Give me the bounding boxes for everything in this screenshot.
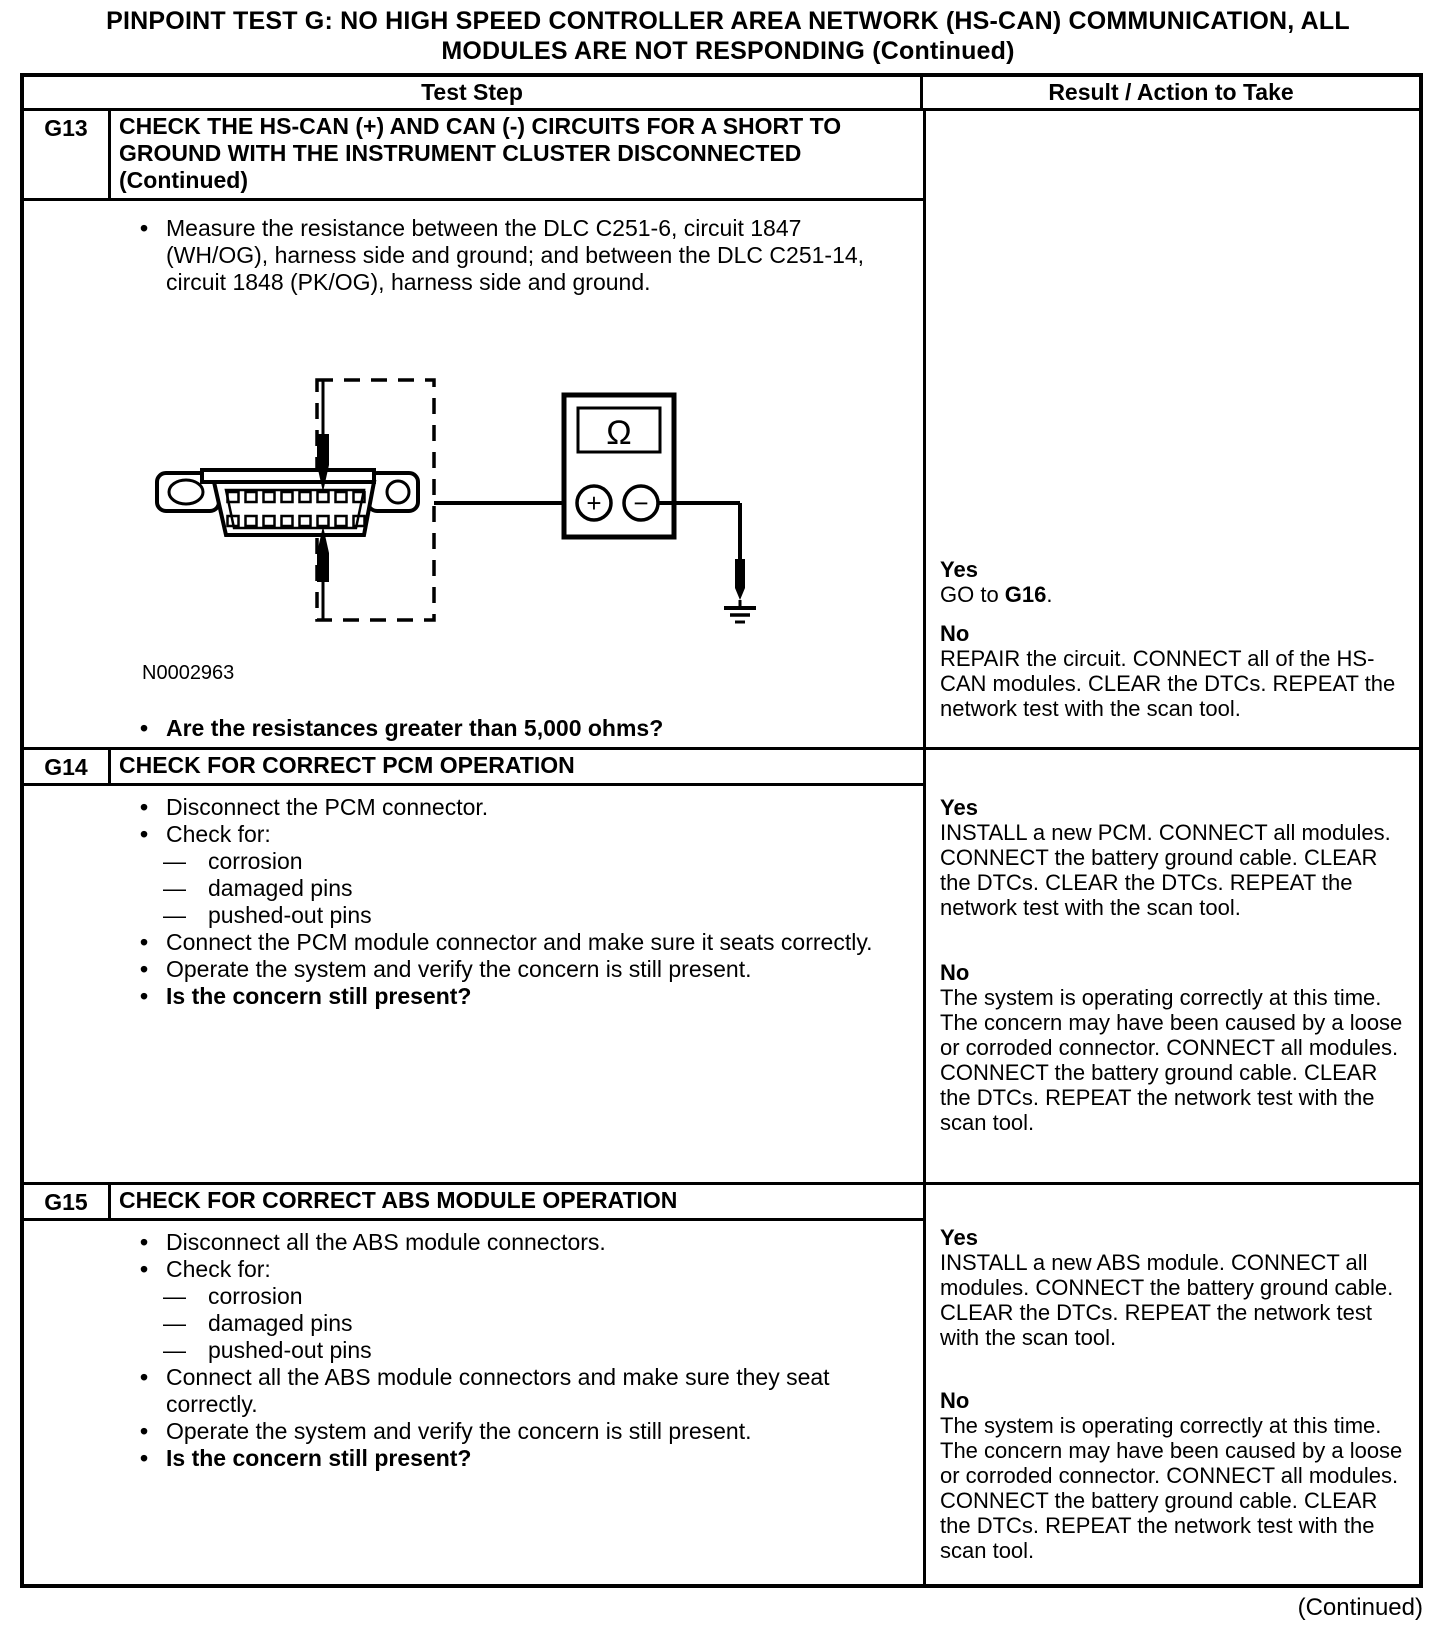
step-title: CHECK THE HS-CAN (+) AND CAN (-) CIRCUITS FOR A SHORT TO GROUND WITH THE INSTRUMENT CLUSTER DISCONNECTED (Continued) [111, 111, 923, 201]
measurement-diagram [152, 372, 903, 632]
yes-action [940, 582, 1407, 607]
yes-action-step-ref: G16 [1004, 582, 1047, 607]
no-action: The system is operating correctly at this time. The concern may have been caused by a loose or corroded connector. CONNECT all modules. CONNECT the battery ground cable. CLEAR the DTCs. REPEAT the network test with the scan tool. [940, 985, 1403, 1135]
yes-action-suffix: . [1046, 582, 1053, 607]
ohmmeter-icon [564, 395, 674, 537]
check-item: — damaged pins [140, 1310, 903, 1337]
column-header-test-step: Test Step [24, 77, 923, 108]
continued-note: (Continued) [1297, 1594, 1423, 1621]
page-title: PINPOINT TEST G: NO HIGH SPEED CONTROLLER AREA NETWORK (HS-CAN) COMMUNICATION, ALL MODULES ARE NOT RESPONDING (Continued) [106, 7, 1350, 65]
no-block [940, 621, 1407, 721]
no-block [940, 1388, 1407, 1563]
yes-label: Yes [940, 557, 978, 582]
instruction-bullet: • Disconnect all the ABS module connectors. [140, 1229, 903, 1256]
yes-block [940, 557, 1407, 607]
bottom-probe-icon [317, 526, 329, 620]
step-id: G13 [24, 111, 111, 201]
step-id: G14 [24, 750, 111, 786]
no-action: REPAIR the circuit. CONNECT all of the HS-CAN modules. CLEAR the DTCs. REPEAT the network test with the scan tool. [940, 646, 1396, 721]
minus-terminal: − [633, 488, 649, 518]
test-step-row-g14 [24, 750, 1419, 1185]
yes-block [940, 795, 1407, 920]
ohm-symbol: Ω [606, 414, 632, 452]
figure-number: N0002963 [142, 662, 235, 684]
step-question: • Is the concern still present? [140, 1445, 903, 1472]
step-content-g13 [24, 201, 923, 747]
check-item: — pushed-out pins [140, 1337, 903, 1364]
test-step-row-g13 [24, 111, 1419, 750]
table-header-row [24, 77, 1419, 111]
check-item: — pushed-out pins [140, 902, 903, 929]
no-action: The system is operating correctly at this time. The concern may have been caused by a loose or corroded connector. CONNECT all modules. CONNECT the battery ground cable. CLEAR the DTCs. REPEAT the network test with the scan tool. [940, 1413, 1403, 1563]
plus-terminal: + [586, 488, 602, 518]
yes-action: INSTALL a new PCM. CONNECT all modules. CONNECT the battery ground cable. CLEAR the DTCs. CLEAR the DTCs. REPEAT the network test with the scan tool. [940, 820, 1391, 920]
no-label: No [940, 1388, 970, 1413]
ground-symbol-icon [724, 608, 756, 622]
pinpoint-test-table [20, 73, 1423, 1588]
step-question: • Is the concern still present? [140, 983, 903, 1010]
dlc-ohmmeter-diagram [152, 372, 762, 627]
instruction-bullet: • Disconnect the PCM connector. [140, 794, 903, 821]
yes-label: Yes [940, 795, 978, 820]
step-question: • Are the resistances greater than 5,000 ohms? [140, 715, 903, 742]
yes-action: INSTALL a new ABS module. CONNECT all modules. CONNECT the battery ground cable. CLEAR the DTCs. REPEAT the network test with the scan tool. [940, 1250, 1394, 1350]
instruction-bullet: • Operate the system and verify the concern is still present. [140, 1418, 903, 1445]
ground-probe-icon [735, 559, 745, 600]
yes-block [940, 1225, 1407, 1350]
no-label: No [940, 621, 970, 646]
step-title: CHECK FOR CORRECT PCM OPERATION [111, 750, 923, 786]
check-item: — corrosion [140, 1283, 903, 1310]
result-cell-g15 [923, 1185, 1419, 1584]
instruction-bullet: • Operate the system and verify the concern is still present. [140, 956, 903, 983]
step-content-g15 [24, 1221, 923, 1584]
instruction-bullet: • Check for: [140, 1256, 903, 1283]
instruction-bullet: • Connect the PCM module connector and make sure it seats correctly. [140, 929, 903, 956]
instruction-bullet: • Check for: [140, 821, 903, 848]
test-step-row-g15 [24, 1185, 1419, 1584]
yes-label: Yes [940, 1225, 978, 1250]
instruction-bullet: • Connect all the ABS module connectors and make sure they seat correctly. [140, 1364, 903, 1418]
column-header-result: Result / Action to Take [1048, 79, 1294, 105]
check-item: — corrosion [140, 848, 903, 875]
dlc-connector-icon [157, 470, 418, 535]
instruction-bullet: • Measure the resistance between the DLC C251-6, circuit 1847 (WH/OG), harness side and ground; and between the DLC C251-14, circuit 1848 (PK/OG), harness side and ground. [140, 215, 903, 296]
result-cell-g13 [923, 111, 1419, 747]
no-block [940, 960, 1407, 1135]
result-cell-g14 [923, 750, 1419, 1182]
yes-action-prefix: GO to [940, 582, 1005, 607]
step-title: CHECK FOR CORRECT ABS MODULE OPERATION [111, 1185, 923, 1221]
no-label: No [940, 960, 970, 985]
step-content-g14 [24, 786, 923, 1182]
step-id: G15 [24, 1185, 111, 1221]
check-item: — damaged pins [140, 875, 903, 902]
